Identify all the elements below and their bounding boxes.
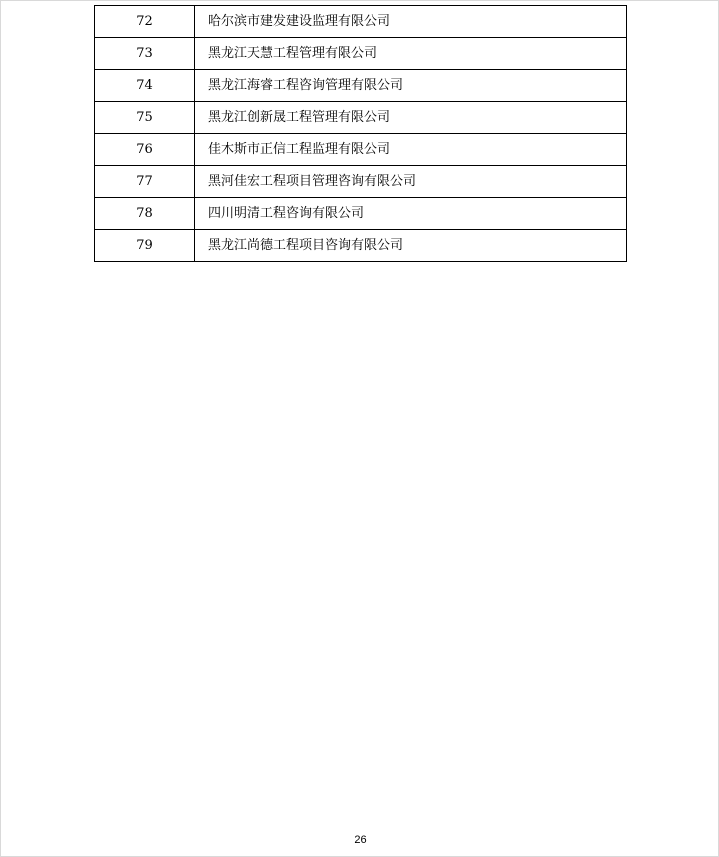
row-number: 72 bbox=[95, 6, 195, 38]
company-name: 黑龙江海睿工程咨询管理有限公司 bbox=[195, 70, 627, 102]
table-row bbox=[95, 6, 627, 38]
table-row bbox=[95, 70, 627, 102]
company-name: 佳木斯市正信工程监理有限公司 bbox=[195, 134, 627, 166]
table-row bbox=[95, 198, 627, 230]
table-row bbox=[95, 102, 627, 134]
row-number: 74 bbox=[95, 70, 195, 102]
row-number: 76 bbox=[95, 134, 195, 166]
company-name: 黑河佳宏工程项目管理咨询有限公司 bbox=[195, 166, 627, 198]
company-name: 黑龙江天慧工程管理有限公司 bbox=[195, 38, 627, 70]
row-number: 79 bbox=[95, 230, 195, 262]
company-name: 哈尔滨市建发建设监理有限公司 bbox=[195, 6, 627, 38]
table-row bbox=[95, 134, 627, 166]
page-number: 26 bbox=[354, 834, 367, 846]
company-name: 四川明清工程咨询有限公司 bbox=[195, 198, 627, 230]
row-number: 73 bbox=[95, 38, 195, 70]
row-number: 78 bbox=[95, 198, 195, 230]
table-row bbox=[95, 230, 627, 262]
company-table bbox=[94, 5, 627, 262]
row-number: 75 bbox=[95, 102, 195, 134]
table-row bbox=[95, 166, 627, 198]
company-name: 黑龙江创新晟工程管理有限公司 bbox=[195, 102, 627, 134]
table-row bbox=[95, 38, 627, 70]
row-number: 77 bbox=[95, 166, 195, 198]
company-name: 黑龙江尚德工程项目咨询有限公司 bbox=[195, 230, 627, 262]
